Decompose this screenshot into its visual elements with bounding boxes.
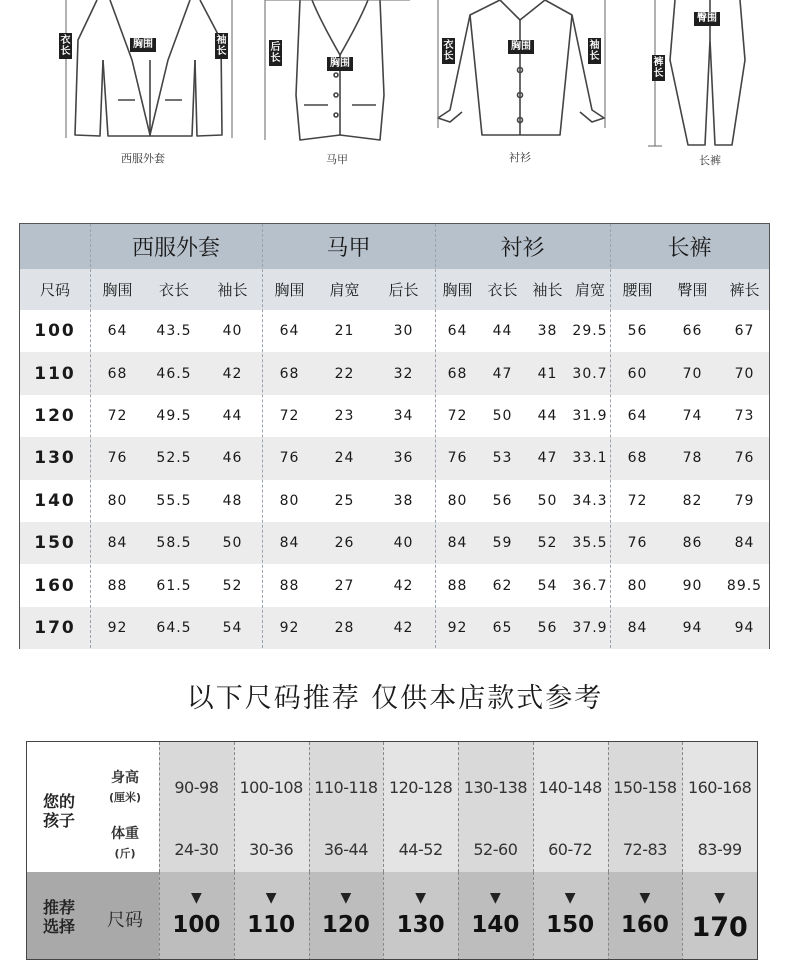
- measure-cell: 36.7: [572, 577, 608, 594]
- recommended-size-column: [682, 872, 757, 960]
- measure-cell: 80: [279, 492, 300, 509]
- measure-cell: 84: [107, 535, 128, 552]
- measure-cell: 28: [334, 619, 355, 636]
- measure-cell: 92: [107, 619, 128, 636]
- column-separator: [682, 742, 683, 872]
- down-arrow-icon: ▼: [415, 890, 427, 906]
- measure-cell: 41: [537, 365, 558, 382]
- column-separator: [608, 872, 609, 960]
- height-range: 90-98: [174, 778, 219, 797]
- measure-header: 肩宽: [574, 281, 605, 299]
- vest-caption: 马甲: [326, 153, 348, 166]
- size-row: [20, 480, 769, 522]
- measure-cell: 64: [627, 407, 648, 424]
- group-header-row: [20, 224, 769, 269]
- measure-cell: 36: [393, 450, 414, 467]
- group-suit: 西服外套: [131, 236, 220, 261]
- weight-unit: (斤): [114, 847, 136, 860]
- measure-cell: 74: [682, 407, 703, 424]
- size-row: [20, 437, 769, 479]
- size-row: [20, 522, 769, 564]
- recommended-size: 130: [396, 912, 445, 938]
- suit-caption: 西服外套: [121, 152, 165, 165]
- measure-cell: 38: [393, 492, 414, 509]
- column-separator: [533, 742, 534, 872]
- group-vest: 马甲: [326, 236, 371, 261]
- age-range-column: [309, 742, 384, 872]
- measure-cell: 49.5: [156, 407, 192, 424]
- column-separator: [383, 872, 384, 960]
- weight-range: 72-83: [622, 840, 667, 859]
- recommended-size: 140: [471, 912, 520, 938]
- column-separator: [383, 742, 384, 872]
- column-separator: [234, 742, 235, 872]
- measure-cell: 43.5: [156, 323, 192, 340]
- measure-cell: 64: [107, 323, 128, 340]
- measure-cell: 46.5: [156, 365, 192, 382]
- recommended-size-column: [458, 872, 533, 960]
- measure-cell: 94: [682, 619, 703, 636]
- measure-cell: 25: [334, 492, 355, 509]
- measure-cell: 84: [447, 535, 468, 552]
- height-range: 110-118: [314, 778, 378, 797]
- measure-cell: 72: [447, 407, 468, 424]
- group-shirt: 衬衫: [500, 236, 545, 261]
- measure-cell: 34: [393, 407, 414, 424]
- measure-header: 衣长: [158, 281, 189, 299]
- measure-cell: 34.3: [572, 492, 608, 509]
- size-table: [19, 223, 770, 649]
- size-row: [20, 607, 769, 649]
- age-range-column: [458, 742, 533, 872]
- measure-cell: 26: [334, 535, 355, 552]
- measure-cell: 35.5: [572, 535, 608, 552]
- height-range: 100-108: [239, 778, 303, 797]
- measure-header: 胸围: [442, 281, 473, 299]
- measure-cell: 50: [492, 407, 513, 424]
- size-cell: 120: [34, 405, 76, 426]
- measure-cell: 44: [537, 407, 558, 424]
- measure-header: 肩宽: [329, 281, 360, 299]
- weight-range: 36-44: [323, 840, 368, 859]
- shirt-chest-tag: 胸围: [508, 40, 534, 54]
- measure-cell: 54: [537, 577, 558, 594]
- measure-cell: 64: [447, 323, 468, 340]
- measure-cell: 24: [334, 450, 355, 467]
- measure-cell: 50: [222, 535, 243, 552]
- recommended-size-column: [383, 872, 458, 960]
- measure-cell: 86: [682, 535, 703, 552]
- recommend-label-column: [27, 872, 91, 960]
- size-cell: 140: [34, 490, 76, 511]
- measure-cell: 37.9: [572, 619, 608, 636]
- measure-cell: 22: [334, 365, 355, 382]
- measure-cell: 40: [393, 535, 414, 552]
- height-unit: (厘米): [108, 791, 142, 804]
- weight-range: 60-72: [548, 840, 593, 859]
- measure-cell: 90: [682, 577, 703, 594]
- measure-cell: 56: [492, 492, 513, 509]
- measure-header: 袖长: [217, 281, 248, 299]
- measure-cell: 76: [279, 450, 300, 467]
- your-child-label: 您的孩子: [42, 792, 75, 830]
- measure-cell: 66: [682, 323, 703, 340]
- shirt-caption: 衬衫: [509, 151, 531, 164]
- measure-cell: 56: [537, 619, 558, 636]
- measure-cell: 80: [107, 492, 128, 509]
- garment-illustrations: [0, 0, 790, 180]
- recommend-size-label: 尺码: [107, 910, 143, 931]
- down-arrow-icon: ▼: [639, 890, 651, 906]
- measure-cell: 52.5: [156, 450, 192, 467]
- vest-back-length-tag: 后长: [270, 42, 281, 64]
- size-row: [20, 564, 769, 606]
- measure-cell: 76: [734, 450, 755, 467]
- measure-cell: 31.9: [572, 407, 608, 424]
- measure-cell: 76: [447, 450, 468, 467]
- height-range: 150-158: [613, 778, 677, 797]
- measure-cell: 48: [222, 492, 243, 509]
- weight-range: 30-36: [249, 840, 294, 859]
- measure-cell: 42: [393, 619, 414, 636]
- down-arrow-icon: ▼: [265, 890, 277, 906]
- measure-cell: 23: [334, 407, 355, 424]
- measure-cell: 47: [537, 450, 558, 467]
- recommended-size-column: [234, 872, 309, 960]
- size-cell: 110: [34, 363, 76, 384]
- column-separator: [309, 872, 310, 960]
- measure-cell: 42: [393, 577, 414, 594]
- age-range-column: [533, 742, 608, 872]
- size-cell: 160: [34, 575, 76, 596]
- vest-chest-tag: 胸围: [327, 57, 353, 71]
- measure-cell: 76: [627, 535, 648, 552]
- group-trousers: 长裤: [667, 236, 712, 261]
- age-range-column: [383, 742, 458, 872]
- weight-range: 44-52: [398, 840, 443, 859]
- measure-header: 后长: [388, 281, 419, 299]
- measure-header: 胸围: [274, 281, 305, 299]
- measure-cell: 84: [627, 619, 648, 636]
- measure-cell: 94: [734, 619, 755, 636]
- recommended-size-column: [608, 872, 683, 960]
- column-separator: [159, 872, 160, 960]
- child-info-section: [27, 742, 757, 872]
- down-arrow-icon: ▼: [714, 890, 726, 906]
- measure-cell: 27: [334, 577, 355, 594]
- trousers-length-tag: 裤长: [653, 57, 664, 79]
- height-range: 120-128: [388, 778, 453, 797]
- down-arrow-icon: ▼: [564, 890, 576, 906]
- measure-cell: 88: [107, 577, 128, 594]
- measure-cell: 30: [393, 323, 414, 340]
- age-range-column: [234, 742, 309, 872]
- measure-cell: 50: [537, 492, 558, 509]
- size-cell: 100: [34, 321, 76, 342]
- measure-cell: 59: [492, 535, 513, 552]
- measure-cell: 52: [537, 535, 558, 552]
- measure-cell: 38: [537, 323, 558, 340]
- column-separator: [458, 872, 459, 960]
- measure-cell: 84: [279, 535, 300, 552]
- measure-cell: 29.5: [572, 323, 608, 340]
- recommended-size-column: [533, 872, 608, 960]
- age-range-column: [159, 742, 234, 872]
- weight-range: 24-30: [174, 840, 219, 859]
- size-cell: 150: [34, 533, 76, 554]
- age-range-column: [608, 742, 683, 872]
- measure-cell: 40: [222, 323, 243, 340]
- age-range-column: [682, 742, 757, 872]
- measure-cell: 67: [734, 323, 755, 340]
- column-separator: [90, 224, 91, 648]
- height-range: 140-148: [538, 778, 602, 797]
- measure-header: 胸围: [102, 281, 133, 299]
- recommended-size-section: [27, 872, 757, 960]
- measure-cell: 92: [279, 619, 300, 636]
- suit-chest-tag: 胸围: [130, 38, 156, 52]
- metric-label-column: [91, 742, 159, 872]
- measure-cell: 54: [222, 619, 243, 636]
- size-row: [20, 310, 769, 352]
- measure-cell: 58.5: [156, 535, 192, 552]
- measure-cell: 68: [279, 365, 300, 382]
- measure-header: 臀围: [677, 281, 708, 299]
- measure-cell: 68: [627, 450, 648, 467]
- measure-cell: 64.5: [156, 619, 192, 636]
- measure-cell: 72: [107, 407, 128, 424]
- measure-cell: 61.5: [156, 577, 192, 594]
- measure-cell: 84: [734, 535, 755, 552]
- recommended-size: 160: [620, 912, 669, 938]
- measure-cell: 80: [627, 577, 648, 594]
- measure-header: 腰围: [622, 281, 653, 299]
- suit-jacket-drawing: [66, 0, 232, 138]
- measure-cell: 72: [279, 407, 300, 424]
- recommended-size: 120: [321, 912, 370, 938]
- recommended-size: 170: [691, 912, 748, 943]
- size-cell: 170: [34, 617, 76, 638]
- measure-cell: 68: [107, 365, 128, 382]
- height-range: 130-138: [463, 778, 528, 797]
- weight-range: 52-60: [473, 840, 518, 859]
- suit-sleeve-tag: 袖长: [216, 35, 227, 57]
- recommended-size-column: [309, 872, 384, 960]
- measure-cell: 70: [734, 365, 755, 382]
- measure-cell: 55.5: [156, 492, 192, 509]
- shirt-sleeve-tag: 袖长: [589, 40, 600, 62]
- measure-cell: 73: [734, 407, 755, 424]
- recommended-size: 100: [172, 912, 221, 938]
- measure-cell: 88: [279, 577, 300, 594]
- shirt-length-tag: 衣长: [443, 40, 454, 62]
- measure-cell: 52: [222, 577, 243, 594]
- column-separator: [234, 872, 235, 960]
- measure-cell: 46: [222, 450, 243, 467]
- recommend-label: 推荐选择: [42, 898, 75, 936]
- column-separator: [262, 224, 263, 648]
- recommend-headline: 以下尺码推荐 仅供本店款式参考: [186, 683, 604, 714]
- weight-label: 体重: [111, 826, 139, 842]
- measure-cell: 30.7: [572, 365, 608, 382]
- measure-cell: 56: [627, 323, 648, 340]
- column-separator: [309, 742, 310, 872]
- measure-cell: 44: [222, 407, 243, 424]
- weight-range: 83-99: [697, 840, 742, 859]
- column-separator: [533, 872, 534, 960]
- measure-cell: 72: [627, 492, 648, 509]
- recommended-size: 150: [546, 912, 595, 938]
- your-child-column: [27, 742, 91, 872]
- measure-cell: 92: [447, 619, 468, 636]
- measure-header: 袖长: [532, 281, 563, 299]
- measure-cell: 78: [682, 450, 703, 467]
- measure-header: 裤长: [729, 281, 760, 299]
- column-separator: [458, 742, 459, 872]
- column-separator: [435, 224, 436, 648]
- size-cell: 130: [34, 448, 76, 469]
- column-separator: [610, 224, 611, 648]
- measure-cell: 53: [492, 450, 513, 467]
- size-row: [20, 395, 769, 437]
- recommended-size: 110: [247, 912, 296, 938]
- size-label-column: [91, 872, 159, 960]
- measure-cell: 82: [682, 492, 703, 509]
- height-range: 160-168: [687, 778, 752, 797]
- measure-cell: 44: [492, 323, 513, 340]
- measure-cell: 21: [334, 323, 355, 340]
- trousers-caption: 长裤: [699, 154, 721, 167]
- column-separator: [608, 742, 609, 872]
- measure-header: 衣长: [487, 281, 518, 299]
- measure-cell: 79: [734, 492, 755, 509]
- size-row: [20, 352, 769, 394]
- column-separator: [159, 742, 160, 872]
- column-separator: [682, 872, 683, 960]
- measure-cell: 33.1: [572, 450, 608, 467]
- measure-cell: 68: [447, 365, 468, 382]
- measure-cell: 60: [627, 365, 648, 382]
- recommend-table: [26, 741, 758, 960]
- height-label: 身高: [111, 770, 139, 786]
- measure-cell: 32: [393, 365, 414, 382]
- measure-cell: 88: [447, 577, 468, 594]
- measure-header-row: [20, 269, 769, 310]
- measure-cell: 76: [107, 450, 128, 467]
- down-arrow-icon: ▼: [489, 890, 501, 906]
- measure-cell: 62: [492, 577, 513, 594]
- suit-length-tag: 衣长: [60, 35, 71, 57]
- measure-cell: 65: [492, 619, 513, 636]
- measure-cell: 47: [492, 365, 513, 382]
- measure-cell: 70: [682, 365, 703, 382]
- size-header: 尺码: [39, 281, 70, 299]
- down-arrow-icon: ▼: [340, 890, 352, 906]
- measure-cell: 89.5: [726, 577, 763, 594]
- measure-cell: 80: [447, 492, 468, 509]
- measure-cell: 64: [279, 323, 300, 340]
- recommended-size-column: [159, 872, 234, 960]
- shirt-drawing: [438, 0, 605, 135]
- measure-cell: 42: [222, 365, 243, 382]
- down-arrow-icon: ▼: [190, 890, 202, 906]
- trousers-hip-tag: 臀围: [694, 12, 720, 26]
